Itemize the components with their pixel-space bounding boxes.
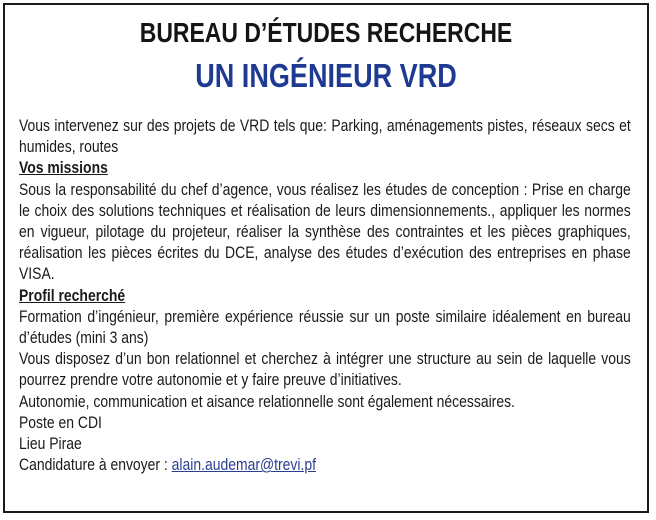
job-location: Lieu Pirae (19, 434, 82, 454)
profile-line-skills: Autonomie, communication et aisance relationnelle sont également nécessaires. (19, 391, 515, 411)
application-line (19, 454, 631, 475)
application-label: Candidature à envoyer : (19, 455, 172, 475)
profile-heading: Profil recherché (19, 285, 126, 305)
profile-line-relational: Vous disposez d’un bon relationnel et cherchez à intégrer une structure au sein de laquelle vous pourrez prendre votre autonomie et y faire preuve d’initiatives. (19, 349, 631, 390)
missions-heading: Vos missions (19, 158, 108, 178)
profile-line-training: Formation d’ingénieur, première expérience réussie sur un poste similaire idéalement en bureau d’études (mini 3 ans) (19, 306, 631, 348)
intro-text: Vous intervenez sur des projets de VRD tels que: Parking, aménagements pistes, réseaux secs et humides, routes (19, 116, 631, 157)
missions-text: Sous la responsabilité du chef d’agence, vous réalisez les études de conception : Prise en charge le choix des solutions techniques et réalisation de leurs dimensionnements., appliquer les normes en vigueur, pilotage du projeteur, réaliser la synthèse des contraintes et les pièces graphiques, réalisation les pièces écrites du DCE, analyse des études d’exécution des entreprises en phase VISA. (19, 179, 631, 284)
company-title: BUREAU D’ÉTUDES RECHERCHE (139, 17, 513, 48)
job-ad-body (19, 115, 631, 475)
contract-type: Poste en CDI (19, 412, 102, 432)
application-email-link[interactable]: alain.audemar@trevi.pf (171, 455, 316, 475)
job-ad-frame (3, 3, 649, 513)
position-title: UN INGÉNIEUR VRD (195, 57, 457, 94)
